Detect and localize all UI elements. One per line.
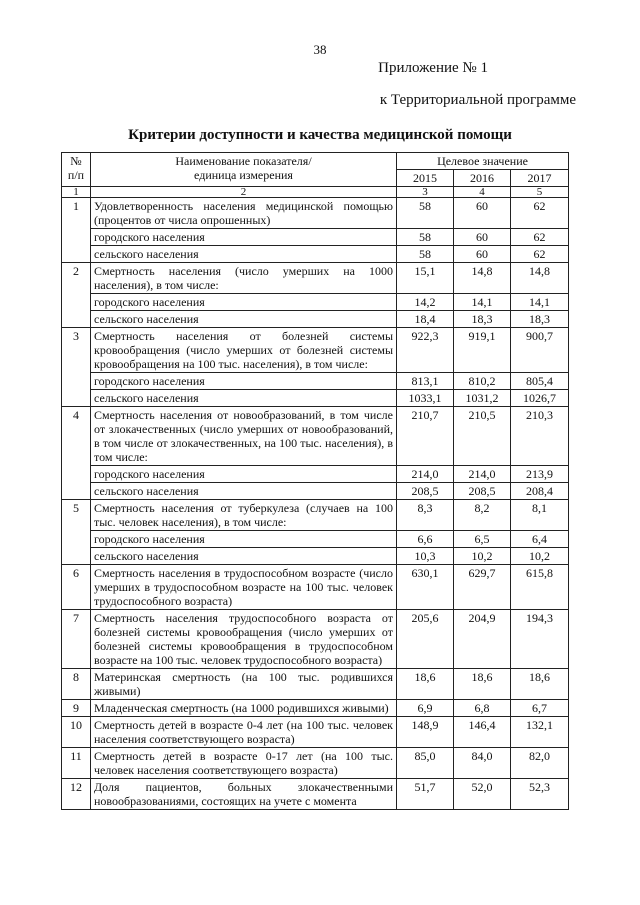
table-row [62, 779, 569, 810]
table-subrow [62, 311, 569, 328]
target-value-2016: 210,5 [454, 407, 511, 466]
target-value-2015: 10,3 [397, 548, 454, 565]
header-indicator-name: Наименование показателя/ единица измерения [91, 153, 397, 187]
target-value-2016: 18,3 [454, 311, 511, 328]
table-subrow [62, 466, 569, 483]
row-number: 10 [62, 717, 91, 748]
target-value-2015: 18,4 [397, 311, 454, 328]
subgroup-name: городского населения [91, 294, 397, 311]
target-value-2016: 18,6 [454, 669, 511, 700]
indicator-name: Смертность населения (число умерших на 1000 населения), в том числе: [91, 263, 397, 294]
indicator-name: Смертность населения от болезней системы кровообращения (число умерших от болезней системы кровообращения на 100 тыс. населения), в том числе: [91, 328, 397, 373]
table-subrow [62, 483, 569, 500]
target-value-2016: 14,8 [454, 263, 511, 294]
page-number: 38 [313, 42, 327, 57]
target-value-2017: 805,4 [511, 373, 569, 390]
table-row [62, 407, 569, 466]
row-number: 7 [62, 610, 91, 669]
target-value-2016: 6,5 [454, 531, 511, 548]
target-value-2016: 1031,2 [454, 390, 511, 407]
target-value-2015: 813,1 [397, 373, 454, 390]
target-value-2016: 84,0 [454, 748, 511, 779]
row-number: 3 [62, 328, 91, 407]
target-value-2017: 1026,7 [511, 390, 569, 407]
target-value-2015: 630,1 [397, 565, 454, 610]
target-value-2017: 210,3 [511, 407, 569, 466]
target-value-2017: 62 [511, 246, 569, 263]
target-value-2015: 18,6 [397, 669, 454, 700]
column-index: 3 [397, 187, 454, 198]
target-value-2016: 208,5 [454, 483, 511, 500]
target-value-2017: 14,8 [511, 263, 569, 294]
target-value-2017: 6,4 [511, 531, 569, 548]
target-value-2015: 58 [397, 198, 454, 229]
row-number: 12 [62, 779, 91, 810]
target-value-2017: 18,6 [511, 669, 569, 700]
column-index: 4 [454, 187, 511, 198]
table-header-row [62, 153, 569, 170]
subgroup-name: сельского населения [91, 548, 397, 565]
table-row [62, 610, 569, 669]
column-index: 1 [62, 187, 91, 198]
table-index-row [62, 187, 569, 198]
header-number: № п/п [62, 153, 91, 187]
target-value-2017: 10,2 [511, 548, 569, 565]
target-value-2017: 615,8 [511, 565, 569, 610]
appendix-title: Приложение № 1 [378, 60, 488, 76]
table-subrow [62, 373, 569, 390]
appendix-subtitle: к Территориальной программе [379, 92, 576, 108]
target-value-2015: 1033,1 [397, 390, 454, 407]
indicator-name: Удовлетворенность населения медицинской помощью (процентов от числа опрошенных) [91, 198, 397, 229]
criteria-table-body [62, 153, 569, 810]
indicator-name: Смертность населения от туберкулеза (случаев на 100 тыс. человек населения), в том числе: [91, 500, 397, 531]
target-value-2017: 82,0 [511, 748, 569, 779]
table-subrow [62, 229, 569, 246]
subgroup-name: городского населения [91, 373, 397, 390]
target-value-2017: 194,3 [511, 610, 569, 669]
column-index: 5 [511, 187, 569, 198]
target-value-2016: 60 [454, 246, 511, 263]
indicator-name: Доля пациентов, больных злокачественными новообразованиями, состоящих на учете с момента [91, 779, 397, 810]
target-value-2015: 85,0 [397, 748, 454, 779]
target-value-2016: 14,1 [454, 294, 511, 311]
target-value-2016: 52,0 [454, 779, 511, 810]
row-number: 4 [62, 407, 91, 500]
target-value-2016: 60 [454, 229, 511, 246]
indicator-name: Младенческая смертность (на 1000 родившихся живыми) [91, 700, 397, 717]
subgroup-name: сельского населения [91, 390, 397, 407]
column-index: 2 [91, 187, 397, 198]
subgroup-name: городского населения [91, 531, 397, 548]
target-value-2015: 210,7 [397, 407, 454, 466]
target-value-2017: 8,1 [511, 500, 569, 531]
table-row [62, 669, 569, 700]
target-value-2015: 922,3 [397, 328, 454, 373]
table-subrow [62, 246, 569, 263]
target-value-2015: 14,2 [397, 294, 454, 311]
subgroup-name: сельского населения [91, 483, 397, 500]
target-value-2015: 148,9 [397, 717, 454, 748]
target-value-2016: 204,9 [454, 610, 511, 669]
header-target-value: Целевое значение [397, 153, 569, 170]
table-subrow [62, 294, 569, 311]
subgroup-name: сельского населения [91, 311, 397, 328]
target-value-2017: 6,7 [511, 700, 569, 717]
subgroup-name: городского населения [91, 229, 397, 246]
target-value-2017: 14,1 [511, 294, 569, 311]
table-row [62, 717, 569, 748]
indicator-name: Материнская смертность (на 100 тыс. родившихся живыми) [91, 669, 397, 700]
target-value-2017: 52,3 [511, 779, 569, 810]
target-value-2017: 62 [511, 229, 569, 246]
target-value-2017: 62 [511, 198, 569, 229]
target-value-2015: 51,7 [397, 779, 454, 810]
subgroup-name: сельского населения [91, 246, 397, 263]
row-number: 11 [62, 748, 91, 779]
table-subrow [62, 390, 569, 407]
table-row [62, 328, 569, 373]
target-value-2016: 6,8 [454, 700, 511, 717]
table-subrow [62, 531, 569, 548]
target-value-2015: 15,1 [397, 263, 454, 294]
table-row [62, 500, 569, 531]
target-value-2017: 208,4 [511, 483, 569, 500]
row-number: 8 [62, 669, 91, 700]
row-number: 5 [62, 500, 91, 565]
row-number: 9 [62, 700, 91, 717]
row-number: 6 [62, 565, 91, 610]
target-value-2015: 6,9 [397, 700, 454, 717]
document-title: Критерии доступности и качества медицинской помощи [128, 127, 512, 143]
target-value-2017: 132,1 [511, 717, 569, 748]
indicator-name: Смертность населения в трудоспособном возрасте (число умерших в трудоспособном возрасте на 100 тыс. человек трудоспособного возраста) [91, 565, 397, 610]
target-value-2016: 629,7 [454, 565, 511, 610]
target-value-2016: 214,0 [454, 466, 511, 483]
indicator-name: Смертность детей в возрасте 0-17 лет (на 100 тыс. человек населения соответствующего возраста) [91, 748, 397, 779]
subgroup-name: городского населения [91, 466, 397, 483]
header-year: 2016 [454, 170, 511, 187]
target-value-2016: 60 [454, 198, 511, 229]
indicator-name: Смертность населения от новообразований, в том числе от злокачественных (число умерших от новообразований, в том числе от злокачественных, на 100 тыс. населения), в том числе: [91, 407, 397, 466]
target-value-2015: 208,5 [397, 483, 454, 500]
table-row [62, 198, 569, 229]
indicator-name: Смертность населения трудоспособного возраста от болезней системы кровообращения (число умерших от болезней системы кровообращения в трудоспособном возрасте на 100 тыс. человек трудоспособного возраста) [91, 610, 397, 669]
table-row [62, 700, 569, 717]
target-value-2015: 58 [397, 246, 454, 263]
table-row [62, 748, 569, 779]
target-value-2015: 8,3 [397, 500, 454, 531]
target-value-2016: 8,2 [454, 500, 511, 531]
row-number: 2 [62, 263, 91, 328]
target-value-2015: 205,6 [397, 610, 454, 669]
target-value-2015: 6,6 [397, 531, 454, 548]
target-value-2015: 58 [397, 229, 454, 246]
indicator-name: Смертность детей в возрасте 0-4 лет (на 100 тыс. человек населения соответствующего возраста) [91, 717, 397, 748]
criteria-table [61, 152, 569, 810]
target-value-2017: 900,7 [511, 328, 569, 373]
target-value-2017: 18,3 [511, 311, 569, 328]
target-value-2015: 214,0 [397, 466, 454, 483]
target-value-2016: 919,1 [454, 328, 511, 373]
table-subrow [62, 548, 569, 565]
row-number: 1 [62, 198, 91, 263]
target-value-2016: 10,2 [454, 548, 511, 565]
target-value-2016: 810,2 [454, 373, 511, 390]
target-value-2017: 213,9 [511, 466, 569, 483]
table-row [62, 565, 569, 610]
header-year: 2015 [397, 170, 454, 187]
table-row [62, 263, 569, 294]
target-value-2016: 146,4 [454, 717, 511, 748]
header-year: 2017 [511, 170, 569, 187]
